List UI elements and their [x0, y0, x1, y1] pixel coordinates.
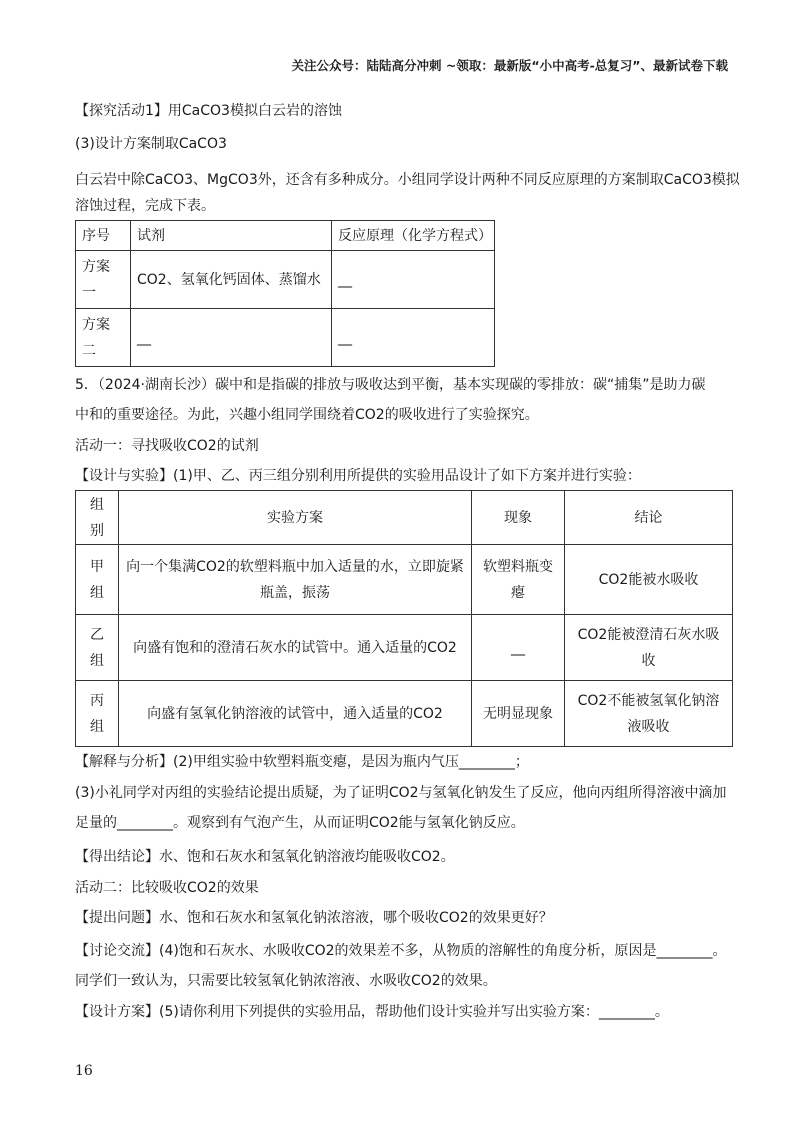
- table2-cell-conclusion: CO2能被澄清石灰水吸 收: [565, 615, 733, 681]
- table2-cell-conclusion: CO2能被水吸收: [565, 545, 733, 615]
- dolomite-text-line2: 溶蚀过程，完成下表。: [75, 198, 215, 214]
- table1-cell-id: 方案 二: [76, 309, 131, 367]
- table2-header-plan: 实验方案: [119, 491, 472, 545]
- table2-cell-plan: 向盛有饱和的澄清石灰水的试管中。通入适量的CO2: [119, 615, 472, 681]
- table-row: [76, 615, 733, 681]
- activity-1-heading: 【探究活动1】用CaCO3模拟白云岩的溶蚀: [75, 103, 342, 119]
- scheme-table: [75, 220, 495, 367]
- question-3-line: (3)设计方案制取CaCO3: [75, 136, 227, 152]
- table-row: [76, 309, 495, 367]
- table-row: [76, 251, 495, 309]
- question-4-line1: 【讨论交流】(4)饱和石灰水、水吸收CO2的效果差不多，从物质的溶解性的角度分析，原因是________。: [75, 943, 727, 959]
- question-2: 【解释与分析】(2)甲组实验中软塑料瓶变瘪，是因为瓶内气压________；: [75, 754, 529, 770]
- table2-header-phenomenon: 现象: [472, 491, 565, 545]
- question-5: 【设计方案】(5)请你利用下列提供的实验用品，帮助他们设计实验并写出实验方案：________。: [75, 1004, 669, 1020]
- table1-cell-reaction: __: [332, 309, 495, 367]
- table2-cell-phenomenon: 无明显现象: [472, 681, 565, 747]
- table2-cell-group: 甲 组: [76, 545, 119, 615]
- table2-cell-group: 丙 组: [76, 681, 119, 747]
- dolomite-text-line1: 白云岩中除CaCO3、MgCO3外，还含有多种成分。小组同学设计两种不同反应原理的方案制取CaCO3模拟: [75, 172, 740, 188]
- table1-header-id: 序号: [76, 221, 131, 251]
- table2-cell-phenomenon: __: [472, 615, 565, 681]
- table1-cell-id: 方案 一: [76, 251, 131, 309]
- table1-header-reagent: 试剂: [131, 221, 332, 251]
- table1-cell-reagent: CO2、氢氧化钙固体、蒸馏水: [131, 251, 332, 309]
- experiment-table: [75, 490, 733, 747]
- table1-cell-reagent: __: [131, 309, 332, 367]
- page-header: 关注公众号：陆陆高分冲刺 ~领取：最新版“小中高考-总复习”、最新试卷下载: [291, 58, 728, 73]
- table2-header-group: 组 别: [76, 491, 119, 545]
- table2-header-conclusion: 结论: [565, 491, 733, 545]
- q5-line1: 5．（2024·湖南长沙）碳中和是指碳的排放与吸收达到平衡，基本实现碳的零排放：碳“捕集”是助力碳: [75, 377, 706, 393]
- activity-1-title: 活动一：寻找吸收CO2的试剂: [75, 438, 259, 454]
- table2-cell-plan: 向盛有氢氧化钠溶液的试管中，通入适量的CO2: [119, 681, 472, 747]
- table2-cell-phenomenon: 软塑料瓶变 瘪: [472, 545, 565, 615]
- table-row: [76, 545, 733, 615]
- question-3-line2: 足量的________。观察到有气泡产生，从而证明CO2能与氢氧化钠反应。: [75, 815, 525, 831]
- design-heading: 【设计与实验】(1)甲、乙、丙三组分别利用所提供的实验用品设计了如下方案并进行实验：: [75, 468, 641, 484]
- table1-header-reaction: 反应原理（化学方程式）: [332, 221, 495, 251]
- table2-cell-group: 乙 组: [76, 615, 119, 681]
- table2-cell-plan: 向一个集满CO2的软塑料瓶中加入适量的水，立即旋紧 瓶盖，振荡: [119, 545, 472, 615]
- table1-cell-reaction: __: [332, 251, 495, 309]
- table2-cell-conclusion: CO2不能被氢氧化钠溶 液吸收: [565, 681, 733, 747]
- activity-2-title: 活动二：比较吸收CO2的效果: [75, 880, 259, 896]
- conclusion-line: 【得出结论】水、饱和石灰水和氢氧化钠溶液均能吸收CO2。: [75, 849, 455, 865]
- question-3-line1: (3)小礼同学对丙组的实验结论提出质疑，为了证明CO2与氢氧化钠发生了反应，他向丙组所得溶液中滴加: [75, 785, 727, 801]
- question-4-line2: 同学们一致认为，只需要比较氢氧化钠浓溶液、水吸收CO2的效果。: [75, 973, 497, 989]
- question-line: 【提出问题】水、饱和石灰水和氢氧化钠浓溶液，哪个吸收CO2的效果更好？: [75, 910, 553, 926]
- q5-line2: 中和的重要途径。为此，兴趣小组同学围绕着CO2的吸收进行了实验探究。: [75, 407, 539, 423]
- page-number: 16: [75, 1063, 93, 1079]
- table-row: [76, 681, 733, 747]
